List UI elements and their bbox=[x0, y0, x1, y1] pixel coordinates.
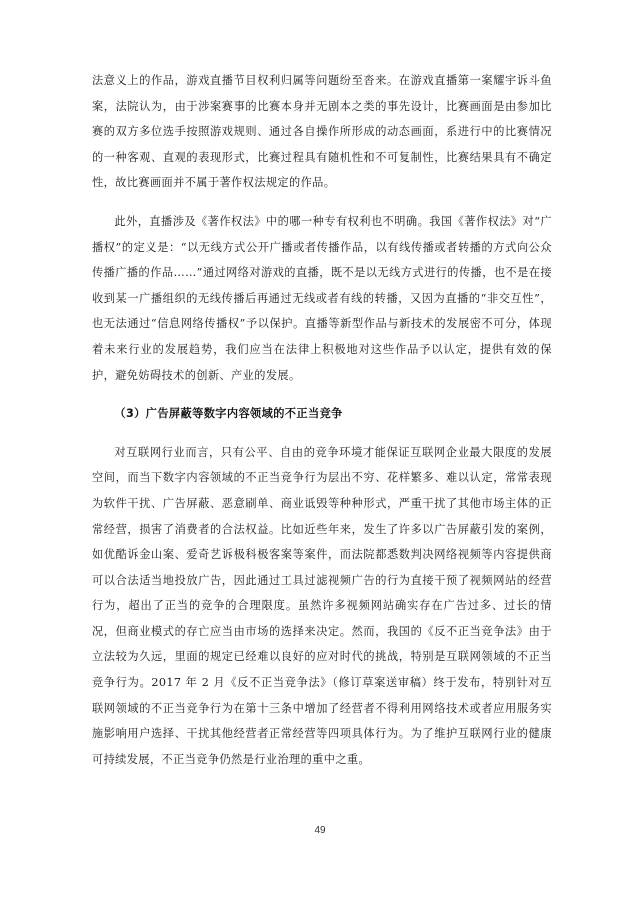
paragraph-spacer bbox=[92, 388, 552, 401]
paragraph-broadcast-right: 此外，直播涉及《著作权法》中的哪一种专有权利也不明确。我国《著作权法》对“广播权”的定义是：“以无线方式公开广播或者传播作品，以有线传播或者转播的方式向公众传播广播的作品……”通过网络对游戏的直播，既不是以无线方式进行的传播，也不是在接收到某一广播组织的无线传播后再通过无线或者有线的转播，又因为直播的“非交互性”，也无法通过“信息网络传播权”予以保护。直播等新型作品与新技术的发展密不可分，体现着未来行业的发展趋势，我们应当在法律上积极地对这些作品予以认定，提供有效的保护，避免妨碍技术的创新、产业的发展。 bbox=[92, 214, 552, 382]
page-number: 49 bbox=[314, 825, 326, 836]
section-heading: （3）广告屏蔽等数字内容领域的不正当竞争 bbox=[114, 407, 343, 421]
paragraph-spacer bbox=[92, 427, 552, 440]
paragraph-unfair-competition: 对互联网行业而言，只有公平、自由的竞争环境才能保证互联网企业最大限度的发展空间，而当下数字内容领域的不正当竞争行为层出不穷、花样繁多、难以认定，常常表现为软件干扰、广告屏蔽、恶意刷单、商业诋毁等种种形式，严重干扰了其他市场主体的正常经营，损害了消费者的合法权益。比如近些年来，发生了许多以广告屏蔽引发的案例，如优酷诉金山案、爱奇艺诉极科极客案等案件，而法院都悉数判决网络视频等内容提供商可以合法适当地投放广告，因此通过工具过滤视频广告的行为直接干预了视频网站的经营行为，超出了正当的竞争的合理限度。虽然许多视频网站确实存在广告过多、过长的情况，但商业模式的存亡应当由市场的选择来决定。然而，我国的《反不正当竞争法》由于立法较为久远，里面的规定已经难以良好的应对时代的挑战，特别是互联网领域的不正当竞争行为。2017 年 2 月《反不正当竞争法》（修订草案送审稿）终于发布，特别针对互联网领域的不正当竞争行为在第十三条中增加了经营者不得利用网络技术或者应用服务实施影响用户选择、干扰其他经营者正常经营等四项具体行为。为了维护互联网行业的健康可持续发展，不正当竞争仍然是行业治理的重中之重。 bbox=[92, 445, 552, 766]
page-body bbox=[92, 68, 552, 772]
paragraph-spacer bbox=[92, 196, 552, 209]
paragraph-continuation: 法意义上的作品，游戏直播节目权利归属等问题纷至沓来。在游戏直播第一案耀宇诉斗鱼案，法院认为，由于涉案赛事的比赛本身并无剧本之类的事先设计，比赛画面是由参加比赛的双方多位选手按照游戏规则、通过各自操作所形成的动态画面，系进行中的比赛情况的一种客观、直观的表现形式，比赛过程具有随机性和不可复制性，比赛结果具有不确定性，故比赛画面并不属于著作权法规定的作品。 bbox=[92, 74, 552, 190]
